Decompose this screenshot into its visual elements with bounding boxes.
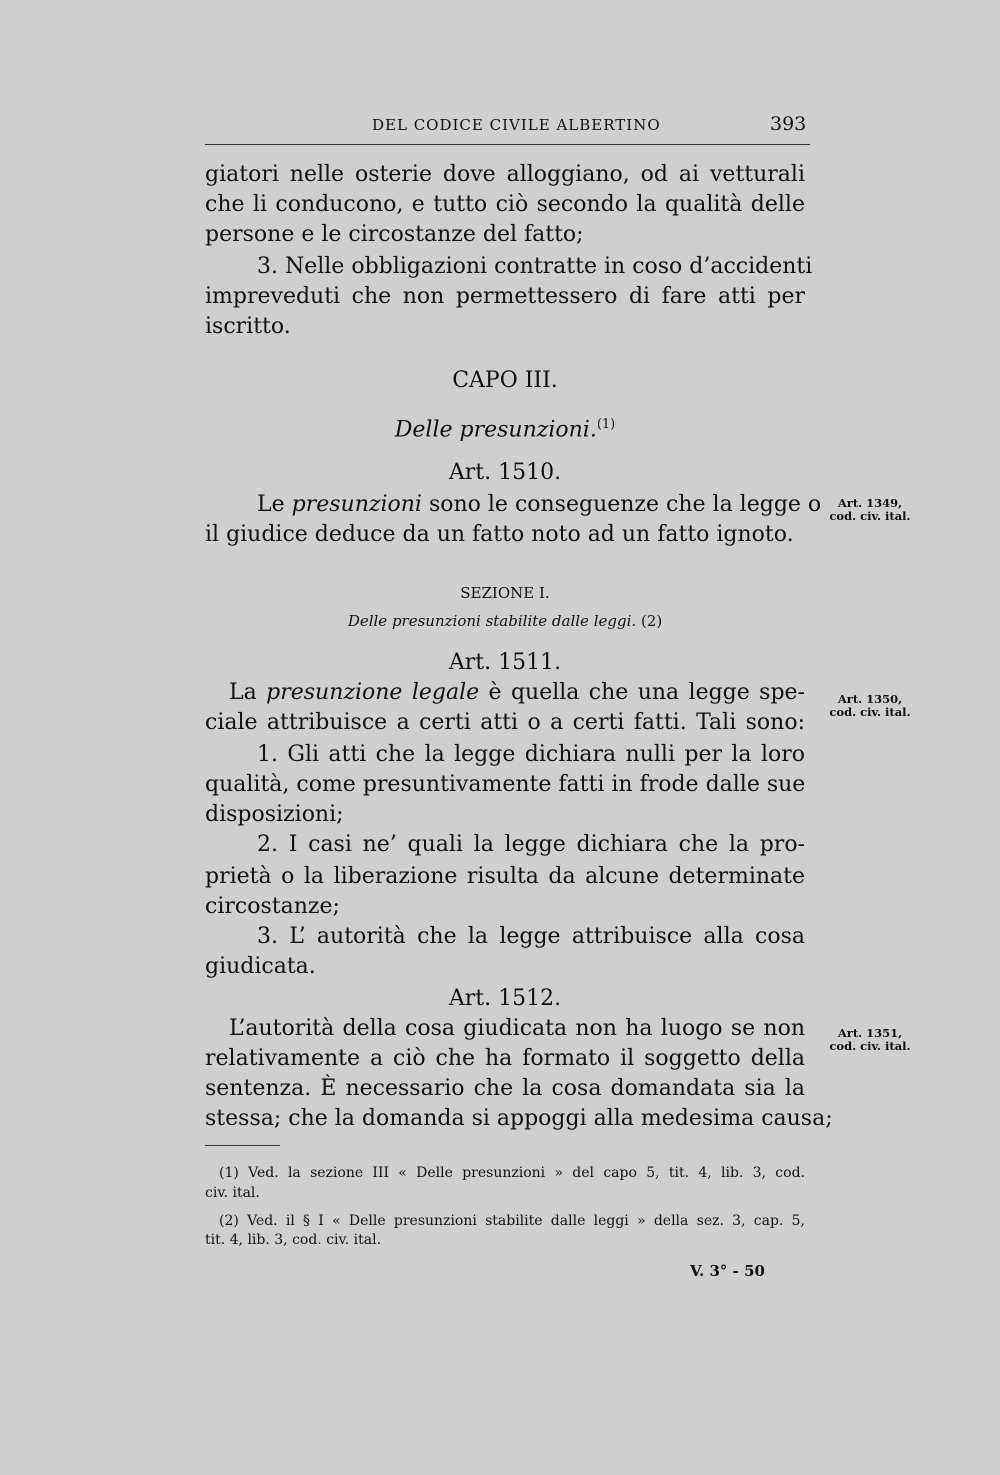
body-line: 3. L’ autorità che la legge attribuisce alla cosa bbox=[257, 924, 805, 949]
body-line: che li conducono, e tutto ciò secondo la qualità delle bbox=[205, 192, 805, 217]
footnote: civ. ital. bbox=[205, 1185, 260, 1201]
body-line: 3. Nelle obbligazioni contratte in coso d’accidenti bbox=[257, 254, 813, 279]
body-line: L’autorità della cosa giudicata non ha luogo se non bbox=[229, 1016, 805, 1041]
footnote-ref: (2) bbox=[640, 612, 663, 630]
marginal-line: cod. civ. ital. bbox=[829, 509, 911, 523]
marginal-note bbox=[820, 693, 920, 719]
body-line: stessa; che la domanda si appoggi alla medesima causa; bbox=[205, 1106, 833, 1131]
article-heading: Art. 1510. bbox=[448, 460, 562, 485]
chapter-heading: CAPO III. bbox=[452, 368, 558, 393]
article-heading: Art. 1512. bbox=[448, 986, 562, 1011]
body-line: qualità, come presuntivamente fatti in frode dalle sue bbox=[205, 772, 806, 797]
body-line: giatori nelle osterie dove alloggiano, od ai vetturali bbox=[205, 162, 805, 187]
marginal-note bbox=[820, 497, 920, 523]
body-line: impreveduti che non permettessero di fare atti per bbox=[205, 284, 805, 309]
body-line bbox=[205, 490, 822, 520]
article-heading: Art. 1511. bbox=[448, 650, 562, 675]
italic-term: presunzione legale bbox=[266, 680, 480, 705]
text: è quella che una legge spe- bbox=[479, 680, 805, 705]
text: La bbox=[229, 680, 267, 705]
body-line bbox=[205, 678, 805, 708]
body-line: il giudice deduce da un fatto noto ad un fatto ignoto. bbox=[205, 522, 794, 547]
printer-signature: V. 3° - 50 bbox=[690, 1262, 765, 1280]
body-line: prietà o la liberazione risulta da alcune determinate bbox=[205, 864, 805, 889]
body-line: iscritto. bbox=[205, 314, 291, 339]
section-heading: SEZIONE I. bbox=[460, 584, 550, 602]
footnote: (1) Ved. la sezione III « Delle presunzioni » del capo 5, tit. 4, lib. 3, cod. bbox=[219, 1165, 805, 1181]
marginal-line: Art. 1350, bbox=[837, 692, 903, 706]
text: sono le conseguenze che la legge o bbox=[421, 492, 822, 517]
section-title bbox=[205, 606, 805, 636]
marginal-note bbox=[820, 1027, 920, 1053]
body-line: giudicata. bbox=[205, 954, 316, 979]
body-line: 2. I casi ne’ quali la legge dichiara che la pro- bbox=[257, 832, 805, 857]
marginal-line: cod. civ. ital. bbox=[829, 705, 911, 719]
chapter-title bbox=[205, 410, 805, 445]
footnote: (2) Ved. il § I « Delle presunzioni stabilite dalle leggi » della sez. 3, cap. 5, bbox=[219, 1213, 805, 1229]
body-line: disposizioni; bbox=[205, 802, 344, 827]
body-line: 1. Gli atti che la legge dichiara nulli per la loro bbox=[257, 742, 805, 767]
running-header: DEL CODICE CIVILE ALBERTINO bbox=[372, 116, 661, 134]
text: Le bbox=[257, 492, 292, 517]
footnote-rule bbox=[205, 1145, 280, 1146]
marginal-line: Art. 1351, bbox=[837, 1026, 903, 1040]
italic-term: presunzioni bbox=[291, 492, 422, 517]
body-line: sentenza. È necessario che la cosa domandata sia la bbox=[205, 1076, 805, 1101]
marginal-line: cod. civ. ital. bbox=[829, 1039, 911, 1053]
body-line: ciale attribuisce a certi atti o a certi fatti. Tali sono: bbox=[205, 710, 805, 735]
page-number: 393 bbox=[770, 113, 807, 135]
body-line: relativamente a ciò che ha formato il soggetto della bbox=[205, 1046, 805, 1071]
footnote-ref: (1) bbox=[596, 417, 616, 432]
footnote: tit. 4, lib. 3, cod. civ. ital. bbox=[205, 1232, 382, 1248]
chapter-title-text: Delle presunzioni. bbox=[394, 417, 597, 443]
section-title-text: Delle presunzioni stabilite dalle leggi. bbox=[347, 612, 637, 630]
marginal-line: Art. 1349, bbox=[837, 496, 903, 510]
header-rule bbox=[205, 144, 810, 145]
body-line: persone e le circostanze del fatto; bbox=[205, 222, 584, 247]
body-line: circostanze; bbox=[205, 894, 340, 919]
